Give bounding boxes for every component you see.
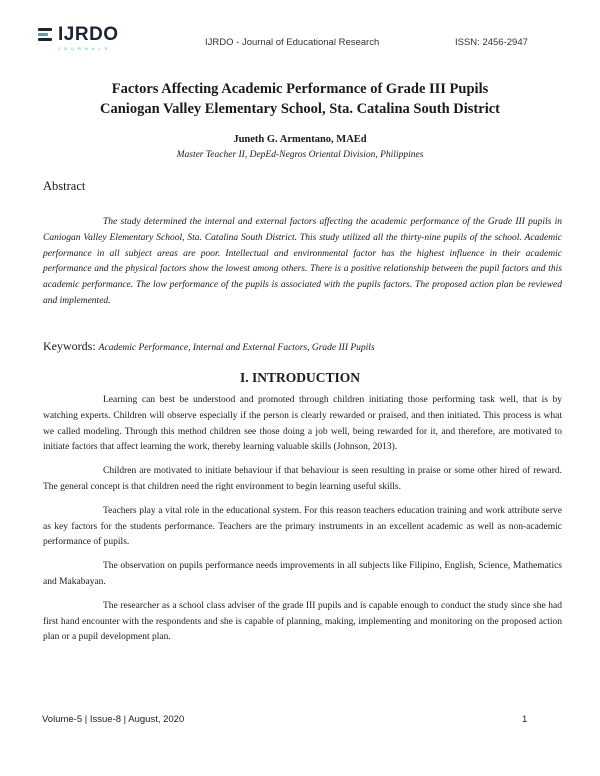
title-line-2: Caniogan Valley Elementary School, Sta. Catalina South District (100, 101, 500, 117)
abstract-heading: Abstract (43, 179, 86, 193)
title-line-1: Factors Affecting Academic Performance of Grade III Pupils (111, 81, 489, 97)
journal-logo (38, 26, 119, 44)
body-paragraph: Children are motivated to initiate behaviour if that behaviour is seen resulting in praise or some other hired of reward. The general concept is that children need the right environment to begin learning useful skills. (43, 466, 562, 492)
author-name: Juneth G. Armentano, MAEd (233, 134, 367, 145)
introduction-body (43, 393, 562, 654)
keywords-value: Academic Performance, Internal and External Factors, Grade III Pupils (98, 343, 375, 353)
section-heading-introduction: I. INTRODUCTION (239, 370, 361, 385)
issue-info: Volume-5 | Issue-8 | August, 2020 (42, 714, 185, 725)
body-paragraph: The researcher as a school class adviser of the grade III pupils and is capable enough to conduct the study since she had first hand encounter with the respondents and she is capable of planning, making, implementing and monitoring on the proposed action plan or a pupil development plan. (43, 600, 562, 643)
body-paragraph: Learning can best be understood and promoted through children initiating those performing task well, that is by watching experts. Children will observe especially if the person is clearly rewarded or praised, and then initiated. This process is what we called modeling. Through this method children see those doing a job well, being rewarded for it, and therefore, are motivated to initiate factors that affect learning the work, thereby learning valuable skills (Johnson, 2013). (43, 395, 562, 453)
logo-text: IJRDO (58, 24, 119, 45)
author-affiliation: Master Teacher II, DepEd-Negros Oriental Division, Philippines (176, 150, 424, 160)
journal-name: IJRDO - Journal of Educational Research (205, 37, 380, 48)
body-paragraph: The observation on pupils performance needs improvements in all subjects like Filipino, English, Science, Mathematics and Makabayan. (43, 561, 562, 587)
paper-title (40, 79, 560, 119)
abstract-text: The study determined the internal and external factors affecting the academic performance of the Grade III pupils in Caniogan Valley Elementary School, Sta. Catalina South District. This study utilized all the thirty-nine pupils of the school. Academic performance in all subject areas are poor. Intellectual and environmental factor has the highest influence in their academic performance and the physical factors show the lowest among others. There is a positive relationship between the pupil factors and this academic performance. The low performance of the pupils is associated with the pupils factors. The proposed action plan be reviewed and implemented. (43, 217, 562, 306)
page-header (0, 0, 600, 52)
keywords-label: Keywords: (43, 339, 96, 353)
logo-stripes-icon (38, 26, 56, 44)
logo-subtitle: JOURNALS (58, 46, 112, 51)
body-paragraph: Teachers play a vital role in the educational system. For this reason teachers education training and work attribute serve as key factors for the students performance. Teachers are the primary instruments in an excellent academic as well as non-academic performance of pupils. (43, 505, 562, 548)
issn-label: ISSN: 2456-2947 (455, 37, 528, 48)
page-number: 1 (522, 714, 528, 725)
keywords-line (43, 339, 375, 354)
